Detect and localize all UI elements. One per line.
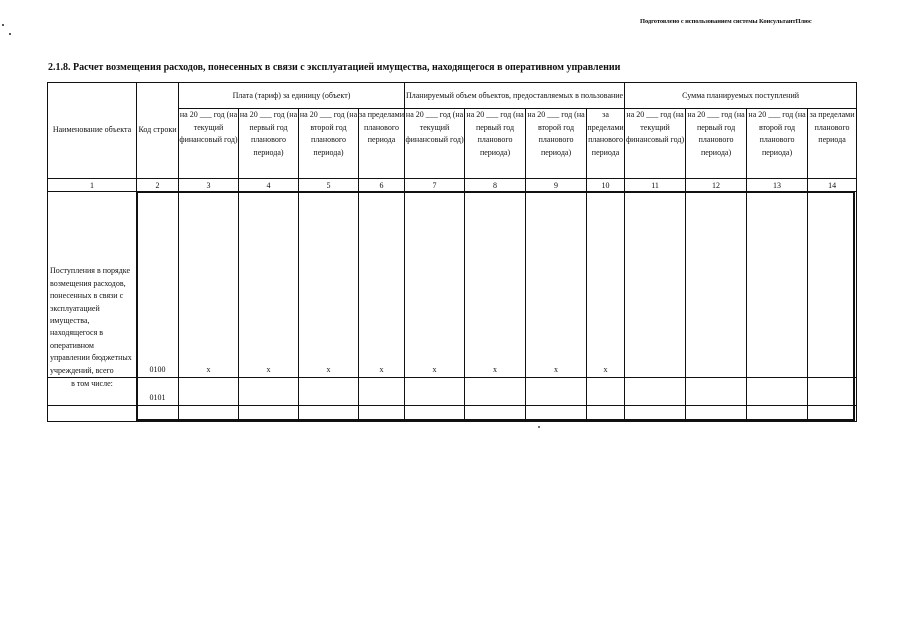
table-cell xyxy=(808,192,857,378)
table-cell: x xyxy=(359,192,405,378)
table-cell xyxy=(465,378,526,406)
subheader-first-plan-year: на 20 ___ год (на первый год планового периода) xyxy=(239,109,299,179)
column-number: 8 xyxy=(465,179,526,192)
table-cell xyxy=(747,406,808,422)
row-name-including: в том числе: xyxy=(48,378,137,406)
subheader-first-plan-year: на 20 ___ год (на первый год планового периода) xyxy=(465,109,526,179)
table-cell xyxy=(299,406,359,422)
table-cell xyxy=(686,406,747,422)
scan-speck xyxy=(9,33,11,35)
section-title: 2.1.8. Расчет возмещения расходов, понесенных в связи с эксплуатацией имущества, находящегося в оперативном управлении xyxy=(48,62,621,73)
subheader-beyond-plan: за пределами планового периода xyxy=(587,109,625,179)
column-number: 7 xyxy=(405,179,465,192)
column-number: 14 xyxy=(808,179,857,192)
table-cell: x xyxy=(179,192,239,378)
column-number: 3 xyxy=(179,179,239,192)
table-cell xyxy=(179,406,239,422)
table-cell xyxy=(405,406,465,422)
header-group-volume: Планируемый объем объектов, предоставляемых в пользование xyxy=(405,83,625,109)
subheader-second-plan-year: на 20 ___ год (на второй год планового периода) xyxy=(747,109,808,179)
header-group-revenue: Сумма планируемых поступлений xyxy=(625,83,857,109)
table-cell xyxy=(359,378,405,406)
table-cell: x xyxy=(299,192,359,378)
table-cell xyxy=(808,378,857,406)
table-cell: x xyxy=(465,192,526,378)
subheader-second-plan-year: на 20 ___ год (на второй год планового периода) xyxy=(299,109,359,179)
table-cell xyxy=(465,406,526,422)
row-name-total: Поступления в порядке возмещения расходов, понесенных в связи с эксплуатацией имущества, находящегося в оперативном управлении бюджетных учреждений, всего xyxy=(48,192,137,378)
calculation-table xyxy=(47,82,857,422)
header-row-code: Код строки xyxy=(137,83,179,179)
table-cell: x xyxy=(587,192,625,378)
column-number: 13 xyxy=(747,179,808,192)
watermark: Подготовлено с использованием системы КонсультантПлюс xyxy=(640,18,812,25)
column-number: 12 xyxy=(686,179,747,192)
subheader-beyond-plan: за пределами планового периода xyxy=(808,109,857,179)
table-cell xyxy=(686,378,747,406)
table-cell xyxy=(625,378,686,406)
row-code xyxy=(137,406,179,422)
table-row xyxy=(48,406,857,422)
row-code: 0101 xyxy=(137,378,179,406)
subheader-current-year: на 20 ___ год (на текущий финансовый год) xyxy=(625,109,686,179)
table-cell xyxy=(747,192,808,378)
header-group-tariff: Плата (тариф) за единицу (объект) xyxy=(179,83,405,109)
table-cell xyxy=(587,406,625,422)
column-number: 11 xyxy=(625,179,686,192)
header-object-name: Наименование объекта xyxy=(48,83,137,179)
table-cell xyxy=(526,406,587,422)
subheader-second-plan-year: на 20 ___ год (на второй год планового периода) xyxy=(526,109,587,179)
table-cell xyxy=(299,378,359,406)
subheader-first-plan-year: на 20 ___ год (на первый год планового периода) xyxy=(686,109,747,179)
table-cell xyxy=(747,378,808,406)
table-row xyxy=(48,192,857,378)
table-cell xyxy=(239,406,299,422)
row-name xyxy=(48,406,137,422)
column-number: 9 xyxy=(526,179,587,192)
column-number: 5 xyxy=(299,179,359,192)
scan-speck xyxy=(2,24,4,26)
table-cell xyxy=(625,192,686,378)
table-row xyxy=(48,378,857,406)
table-cell xyxy=(686,192,747,378)
table-cell xyxy=(526,378,587,406)
table-cell xyxy=(625,406,686,422)
table-cell xyxy=(405,378,465,406)
table-cell xyxy=(239,378,299,406)
column-number: 2 xyxy=(137,179,179,192)
column-number: 10 xyxy=(587,179,625,192)
table-cell xyxy=(359,406,405,422)
row-code: 0100 xyxy=(137,192,179,378)
column-number: 6 xyxy=(359,179,405,192)
table-cell: x xyxy=(526,192,587,378)
table-cell: x xyxy=(405,192,465,378)
table-cell xyxy=(179,378,239,406)
table-cell xyxy=(808,406,857,422)
column-number: 1 xyxy=(48,179,137,192)
subheader-current-year: на 20 ___ год (на текущий финансовый год) xyxy=(405,109,465,179)
table-cell xyxy=(587,378,625,406)
table-cell: x xyxy=(239,192,299,378)
subheader-beyond-plan: за пределами планового периода xyxy=(359,109,405,179)
column-number: 4 xyxy=(239,179,299,192)
subheader-current-year: на 20 ___ год (на текущий финансовый год) xyxy=(179,109,239,179)
scan-speck xyxy=(538,426,540,428)
